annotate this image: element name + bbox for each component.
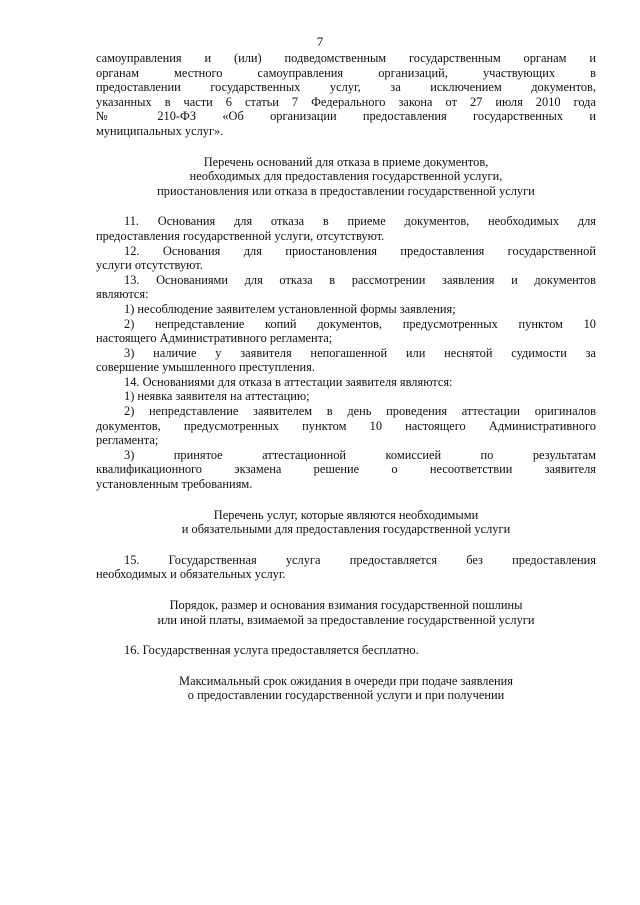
text-line: самоуправления и (или) подведомственным государственным органам и bbox=[96, 51, 596, 65]
heading-line: приостановления или отказа в предоставлении государственной услуги bbox=[157, 183, 535, 198]
text-line: указанных в части 6 статьи 7 Федерального закона от 27 июля 2010 года bbox=[96, 94, 596, 109]
text-line: 2) непредставление копий документов, предусмотренных пунктом 10 bbox=[124, 316, 596, 331]
text-line: 2) непредставление заявителем в день проведения аттестации оригиналов bbox=[124, 404, 596, 419]
fee-body bbox=[96, 643, 596, 658]
text-line: 15. Государственная услуга предоставляется без предоставления bbox=[124, 552, 596, 567]
text-line: 14. Основаниями для отказа в аттестации заявителя являются: bbox=[124, 374, 453, 389]
section-heading-waiting-time bbox=[96, 674, 596, 703]
page-number: 7 bbox=[316, 34, 324, 49]
text-line: установленным требованиям. bbox=[96, 477, 253, 492]
heading-line: Перечень оснований для отказа в приеме документов, bbox=[203, 154, 489, 169]
text-line: 3) наличие у заявителя непогашенной или неснятой судимости за bbox=[124, 345, 596, 360]
text-line: 16. Государственная услуга предоставляется бесплатно. bbox=[124, 643, 419, 658]
intro-paragraph bbox=[96, 51, 596, 139]
refusal-grounds-body bbox=[96, 214, 596, 491]
text-line: 13. Основаниями для отказа в рассмотрении заявления и документов bbox=[124, 272, 596, 287]
heading-line: или иной платы, взимаемой за предоставление государственной услуги bbox=[157, 612, 535, 627]
text-line: № 210-ФЗ «Об организации предоставления государственных и bbox=[96, 109, 596, 124]
text-line: органам местного самоуправления организаций, участвующих в bbox=[96, 65, 596, 80]
text-line: квалификационного экзамена решение о несоответствии заявителя bbox=[96, 462, 596, 477]
text-line: 1) несоблюдение заявителем установленной формы заявления; bbox=[124, 301, 456, 316]
heading-line: Перечень услуг, которые являются необходимыми bbox=[213, 507, 479, 522]
text-line: регламента; bbox=[96, 433, 159, 448]
heading-line: Максимальный срок ожидания в очереди при подаче заявления bbox=[179, 673, 513, 688]
text-line: 3) принятое аттестационной комиссией по результатам bbox=[124, 447, 596, 462]
page-content bbox=[96, 51, 596, 703]
heading-line: необходимых для предоставления государственной услуги, bbox=[189, 169, 503, 184]
text-line: настоящего Административного регламента; bbox=[96, 331, 333, 346]
text-line: муниципальных услуг». bbox=[96, 123, 224, 138]
text-line: услуги отсутствуют. bbox=[96, 258, 203, 273]
text-line: предоставления государственной услуги, отсутствуют. bbox=[96, 228, 385, 243]
section-heading-required-services bbox=[96, 508, 596, 537]
required-services-body bbox=[96, 553, 596, 582]
text-line: 1) неявка заявителя на аттестацию; bbox=[124, 389, 310, 404]
section-heading-fee bbox=[96, 598, 596, 627]
text-line: документов, предусмотренных пунктом 10 настоящего Административного bbox=[96, 418, 596, 433]
text-line: являются: bbox=[96, 287, 149, 302]
section-heading-refusal-grounds bbox=[96, 155, 596, 199]
heading-line: и обязательными для предоставления государственной услуги bbox=[181, 522, 511, 537]
text-line: совершение умышленного преступления. bbox=[96, 360, 315, 375]
text-line: предоставлении государственных услуг, за исключением документов, bbox=[96, 80, 596, 95]
heading-line: Порядок, размер и основания взимания государственной пошлины bbox=[169, 598, 523, 612]
text-line: необходимых и обязательных услуг. bbox=[96, 567, 286, 582]
text-line: 12. Основания для приостановления предоставления государственной bbox=[124, 243, 596, 258]
text-line: 11. Основания для отказа в приеме документов, необходимых для bbox=[124, 214, 596, 229]
heading-line: о предоставлении государственной услуги и при получении bbox=[187, 688, 505, 703]
